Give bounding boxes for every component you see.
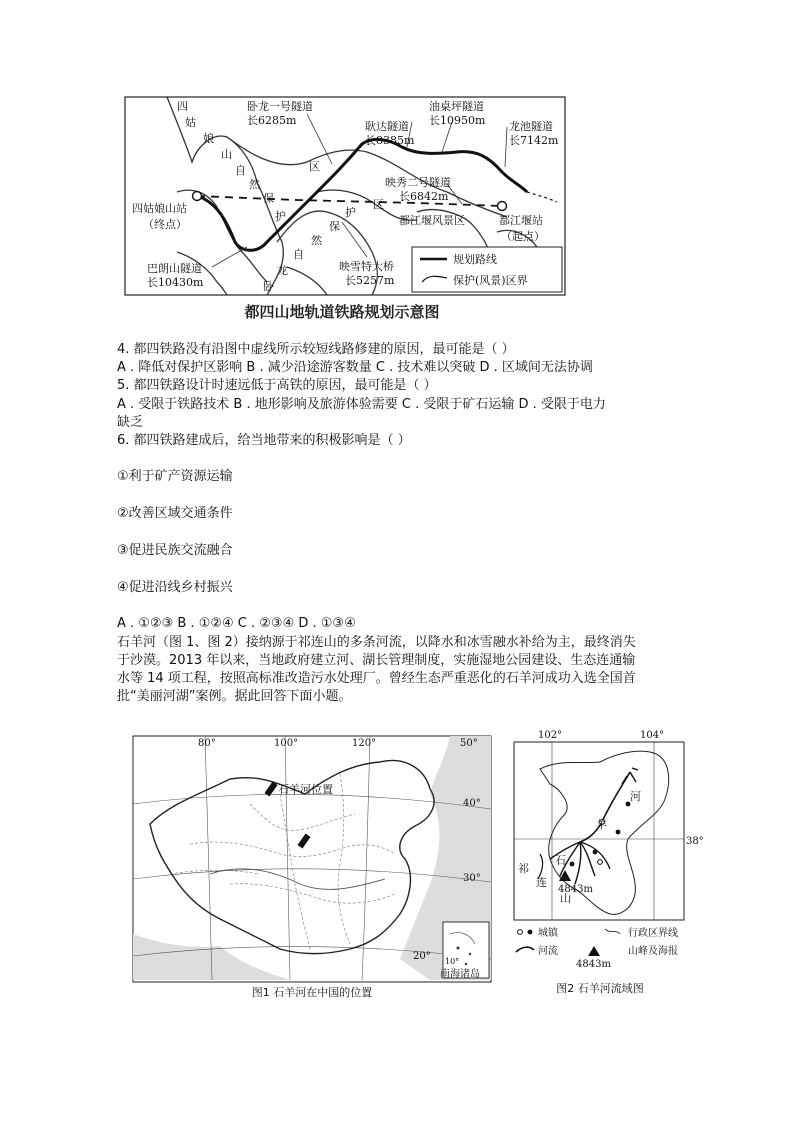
tunnel4-name: 龙池隧道 xyxy=(509,120,553,133)
siguniang-char: 护 xyxy=(275,210,286,223)
siguniang-char: 娘 xyxy=(203,132,214,145)
start-station-note: （起点） xyxy=(501,230,545,243)
tunnel2-name: 耿达隧道 xyxy=(365,120,409,133)
passage-line-2: 于沙漠。2013 年以来，当地政府建立河、湖长管理制度，实施湿地公园建设、生态连通输 xyxy=(117,653,636,668)
lat-40: 40° xyxy=(463,798,481,809)
railway-map xyxy=(117,92,567,324)
map-char-qi: 祁 xyxy=(518,862,529,875)
map-char-lian: 连 xyxy=(536,876,547,889)
tunnel5-name: 映秀二号隧道 xyxy=(385,176,451,189)
q6-item-2: ②改善区域交通条件 xyxy=(117,506,233,521)
wolong-char: 卧 xyxy=(263,280,274,293)
town-marker xyxy=(570,862,575,867)
lon-120: 120° xyxy=(352,738,377,749)
siguniang-char: 自 xyxy=(235,164,246,177)
wolong-char: 然 xyxy=(311,234,322,247)
dujiangyan-station-marker xyxy=(498,202,507,211)
map-char-yang: 羊 xyxy=(596,818,607,831)
railway-map-figure xyxy=(117,92,567,324)
q6-item-3: ③促进民族交流融合 xyxy=(117,543,233,558)
siguniang-char: 保 xyxy=(263,192,274,205)
q5-stem: 5. 都四铁路设计时速远低于高铁的原因，最可能是（ ） xyxy=(117,378,437,393)
figure1-china-map xyxy=(130,734,495,1006)
inset-tick: 10° xyxy=(445,957,460,966)
town-marker xyxy=(593,850,598,855)
siguniang-char: 姑 xyxy=(185,116,196,129)
tunnel6-length: 长10430m xyxy=(147,276,204,289)
q6-item-4: ④促进沿线乡村振兴 xyxy=(117,580,233,595)
tunnel1-name: 卧龙一号隧道 xyxy=(247,100,313,113)
legend-boundary-label: 保护(风景)区界 xyxy=(453,274,528,287)
siguniang-char: 然 xyxy=(249,178,260,191)
inset-label: 南海诸岛 xyxy=(440,969,480,980)
map-char-shan: 山 xyxy=(560,892,571,905)
map-char-he: 河 xyxy=(630,790,641,803)
q4-stem: 4. 都四铁路没有沿图中虚线所示较短线路修建的原因，最可能是（ ） xyxy=(117,342,515,357)
wolong-char: 护 xyxy=(345,206,356,219)
figure1-caption: 图1 石羊河在中国的位置 xyxy=(251,986,373,999)
passage-line-3: 水等 14 项工程，按照高标准改造污水处理厂。曾经生态严重恶化的石羊河成功入选全国首 xyxy=(117,671,636,686)
legend-route-label: 规划路线 xyxy=(453,253,497,266)
start-station-name: 都江堰站 xyxy=(499,214,543,227)
legend-peak-value: 4843m xyxy=(576,959,611,970)
siguniang-station-marker xyxy=(193,192,202,201)
town-marker xyxy=(616,830,621,835)
q6-stem: 6. 都四铁路建成后，给当地带来的积极影响是（ ） xyxy=(117,433,411,448)
passage-line-1: 石羊河（图 1、图 2）接纳源于祁连山的多条河流，以降水和冰雪融水补给为主，最终消失 xyxy=(117,635,636,650)
tunnel3-name: 油桌坪隧道 xyxy=(429,100,484,113)
q5-options-cont: 缺乏 xyxy=(117,415,144,430)
tunnel2-length: 长8385m xyxy=(365,134,415,147)
q6-item-1: ①利于矿产资源运输 xyxy=(117,469,233,484)
wolong-char: 区 xyxy=(373,198,384,211)
lon-100: 100° xyxy=(274,738,299,749)
town-marker xyxy=(598,860,603,865)
wolong-char: 龙 xyxy=(277,264,288,277)
f2-lat-38: 38° xyxy=(686,836,704,847)
legend-boundary: 行政区界线 xyxy=(628,928,678,939)
legend-peak: 山峰及海报 xyxy=(628,946,678,957)
wolong-char: 自 xyxy=(293,248,304,261)
f2-lon-104: 104° xyxy=(640,730,665,741)
tunnel3-length: 长10950m xyxy=(429,114,486,127)
map-char-shi: 石 xyxy=(555,854,566,867)
figure2-basin-map xyxy=(510,724,710,999)
lat-20: 20° xyxy=(413,951,431,962)
marker-legend-label: 石羊河位置 xyxy=(278,783,333,796)
siguniang-char: 区 xyxy=(309,160,320,173)
dujiangyan-area-label: 都江堰风景区 xyxy=(399,214,465,227)
bridge-length: 长5257m xyxy=(345,274,395,287)
tunnel6-name: 巴朗山隧道 xyxy=(147,262,202,275)
lon-80: 80° xyxy=(198,738,216,749)
end-station-note: （终点） xyxy=(143,218,187,231)
f2-lon-102: 102° xyxy=(538,730,563,741)
tunnel4-length: 长7142m xyxy=(509,134,559,147)
figure2-caption: 图2 石羊河流域图 xyxy=(556,982,644,995)
legend-town: 城镇 xyxy=(538,928,558,939)
q6-options: A . ①②③ B . ①②④ C . ②③④ D . ①③④ xyxy=(117,616,356,631)
lat-30: 30° xyxy=(463,873,481,884)
bridge-name: 映雪特大桥 xyxy=(339,260,394,273)
end-station-name: 四姑娘山站 xyxy=(132,202,187,215)
wolong-char: 保 xyxy=(329,220,340,233)
siguniang-char: 四 xyxy=(177,100,188,113)
railway-map-title: 都四山地轨道铁路规划示意图 xyxy=(244,303,440,321)
q5-options: A . 受限于铁路技术 B . 地形影响及旅游体验需要 C . 受限于矿石运输 D . 受限于电力 xyxy=(117,397,606,412)
passage-line-4: 批“美丽河湖”案例。据此回答下面小题。 xyxy=(117,689,352,704)
lat-50: 50° xyxy=(460,738,478,749)
siguniang-char: 山 xyxy=(221,148,232,161)
tunnel1-length: 长6285m xyxy=(247,114,297,127)
q4-options: A . 降低对保护区影响 B . 减少沿途游客数量 C . 技术难以突破 D . 区域间无法协调 xyxy=(117,360,593,375)
legend-river: 河流 xyxy=(538,946,558,957)
tunnel5-length: 长6842m xyxy=(399,190,449,203)
peak-elevation: 4843m xyxy=(558,884,593,895)
